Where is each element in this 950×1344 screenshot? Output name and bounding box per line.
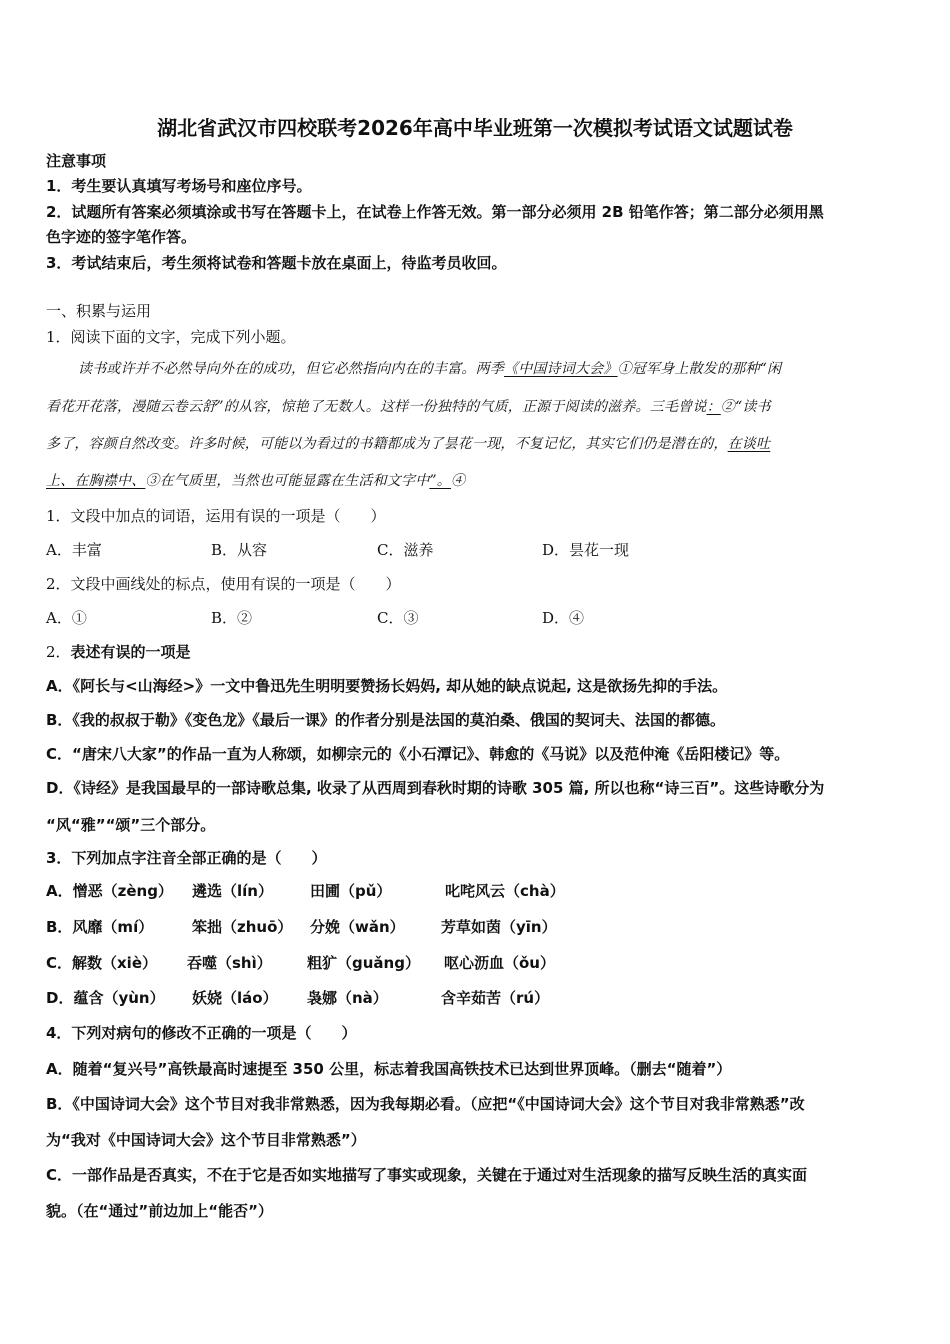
underlined-text: 在谈吐 <box>727 436 771 452</box>
q3-a-2: 遴选（lín） <box>192 882 273 900</box>
passage-text: 多了，容颜自然改变。许多时候，可能以为看过的书籍都成为了昙花一现，不复记忆，其实它们仍是潜在的， <box>46 436 728 452</box>
q3-b-4: 芳草如茵（yīn） <box>441 918 557 936</box>
q2-stem: 表述有误的一项是 <box>70 643 191 661</box>
passage-text: ①冠军身上散发的那种“闲 <box>617 361 782 377</box>
q3-c-3: 粗犷（guǎng） <box>307 954 420 972</box>
section-heading: 一、积累与运用 <box>46 302 152 320</box>
underlined-text: 上、在胸襟中、 <box>46 473 146 489</box>
passage-text: 读书或许并不必然导向外在的成功，但它必然指向内在的丰富。两季 <box>78 361 504 377</box>
underlined-text: ”。 <box>429 473 451 489</box>
q2-option-a[interactable]: A．《阿长与<山海经>》一文中鲁迅先生明明要赞扬长妈妈, 却从她的缺点说起, 这是欲扬先抑的手法。 <box>46 677 728 695</box>
q1-sub2-option-d[interactable]: D．④ <box>542 609 585 627</box>
q1-sub1-option-d[interactable]: D．昙花一现 <box>542 541 630 559</box>
q1-sub2-option-b[interactable]: B．② <box>211 609 253 627</box>
q3-c-4: 呕心沥血（ǒu） <box>444 954 555 972</box>
q1-sub1-stem: 1．文段中加点的词语，运用有误的一项是（ ） <box>46 507 386 525</box>
q3-a-4: 叱咤风云（chà） <box>445 882 565 900</box>
passage-text: ④ <box>450 473 466 489</box>
q3-d-1[interactable]: D．蕴含（yùn） <box>46 989 165 1007</box>
q2-option-c[interactable]: C．“唐宋八大家”的作品一直为人称颂，如柳宗元的《小石潭记》、韩愈的《马说》以及范仲淹《岳阳楼记》等。 <box>46 745 790 763</box>
passage-line-4 <box>46 470 465 492</box>
q1-sub1-option-a[interactable]: A．丰富 <box>46 541 102 559</box>
q2-option-b[interactable]: B．《我的叔叔于勒》《变色龙》《最后一课》的作者分别是法国的莫泊桑、俄国的契诃夫、法国的都德。 <box>46 711 725 729</box>
q4-option-b-cont: 为“我对《中国诗词大会》这个节目非常熟悉”） <box>46 1131 366 1149</box>
q1-stem: 1．阅读下面的文字，完成下列小题。 <box>46 328 296 346</box>
passage-line-2 <box>46 396 771 418</box>
q3-b-1[interactable]: B．风靡（mí） <box>46 918 154 936</box>
q3-d-3: 袅娜（nà） <box>307 989 388 1007</box>
q1-sub2-option-a[interactable]: A．① <box>46 609 87 627</box>
passage-text: 看花开花落，漫随云卷云舒”的从容，惊艳了无数人。这样一份独特的气质，正源于阅读的滋养。三毛曾说 <box>46 399 707 415</box>
underlined-text: ： <box>706 399 721 415</box>
page-title: 湖北省武汉市四校联考2026年高中毕业班第一次模拟考试语文试题试卷 <box>157 116 793 140</box>
q3-c-1[interactable]: C．解数（xiè） <box>46 954 157 972</box>
underlined-text: 《中国诗词大会》 <box>504 361 618 377</box>
q4-option-b[interactable]: B．《中国诗词大会》这个节目对我非常熟悉，因为我每期必看。（应把“《中国诗词大会》这个节目对我非常熟悉”改 <box>46 1095 805 1113</box>
notes-item-1: 1．考生要认真填写考场号和座位序号。 <box>46 177 312 195</box>
q3-b-3: 分娩（wǎn） <box>310 918 405 936</box>
q3-stem: 3．下列加点字注音全部正确的是（ ） <box>46 849 327 867</box>
question-number: 2． <box>46 643 71 661</box>
q1-sub2-option-c[interactable]: C．③ <box>377 609 419 627</box>
q2-option-d-cont: “风“雅”“颂”三个部分。 <box>46 816 216 834</box>
notes-item-2-cont: 色字迹的签字笔作答。 <box>46 228 197 246</box>
notes-heading: 注意事项 <box>46 152 107 170</box>
q4-option-c[interactable]: C．一部作品是否真实，不在于它是否如实地描写了事实或现象，关键在于通过对生活现象的描写反映生活的真实面 <box>46 1166 808 1184</box>
q1-sub1-option-c[interactable]: C．滋养 <box>377 541 434 559</box>
passage-line-1 <box>78 358 781 380</box>
q2-option-d[interactable]: D．《诗经》是我国最早的一部诗歌总集, 收录了从西周到春秋时期的诗歌 305 篇, 所以也称“诗三百”。这些诗歌分为 <box>46 779 825 797</box>
passage-text: ③在气质里，当然也可能显露在生活和文字中 <box>145 473 430 489</box>
q4-option-c-cont: 貌。（在“通过”前边加上“能否”） <box>46 1202 273 1220</box>
q3-a-1[interactable]: A．憎恶（zèng） <box>46 882 173 900</box>
q2-stem-line <box>46 641 191 663</box>
q1-sub1-option-b[interactable]: B．从容 <box>211 541 268 559</box>
passage-line-3 <box>46 433 770 455</box>
passage-text: ②“读书 <box>720 399 771 415</box>
q1-sub2-stem: 2．文段中画线处的标点，使用有误的一项是（ ） <box>46 575 401 593</box>
q3-c-2: 吞噬（shì） <box>187 954 272 972</box>
q4-option-a[interactable]: A．随着“复兴号”高铁最高时速提至 350 公里，标志着我国高铁技术已达到世界顶峰。（删去“随着”） <box>46 1060 732 1078</box>
q3-b-2: 笨拙（zhuō） <box>192 918 293 936</box>
notes-item-2: 2．试题所有答案必须填涂或书写在答题卡上，在试卷上作答无效。第一部分必须用 2B 铅笔作答；第二部分必须用黑 <box>46 203 824 221</box>
q4-stem: 4．下列对病句的修改不正确的一项是（ ） <box>46 1024 357 1042</box>
q3-a-3: 田圃（pǔ） <box>310 882 392 900</box>
notes-item-3: 3．考试结束后，考生须将试卷和答题卡放在桌面上，待监考员收回。 <box>46 254 507 272</box>
q3-d-2: 妖娆（láo） <box>192 989 278 1007</box>
q3-d-4: 含辛茹苦（rú） <box>441 989 550 1007</box>
